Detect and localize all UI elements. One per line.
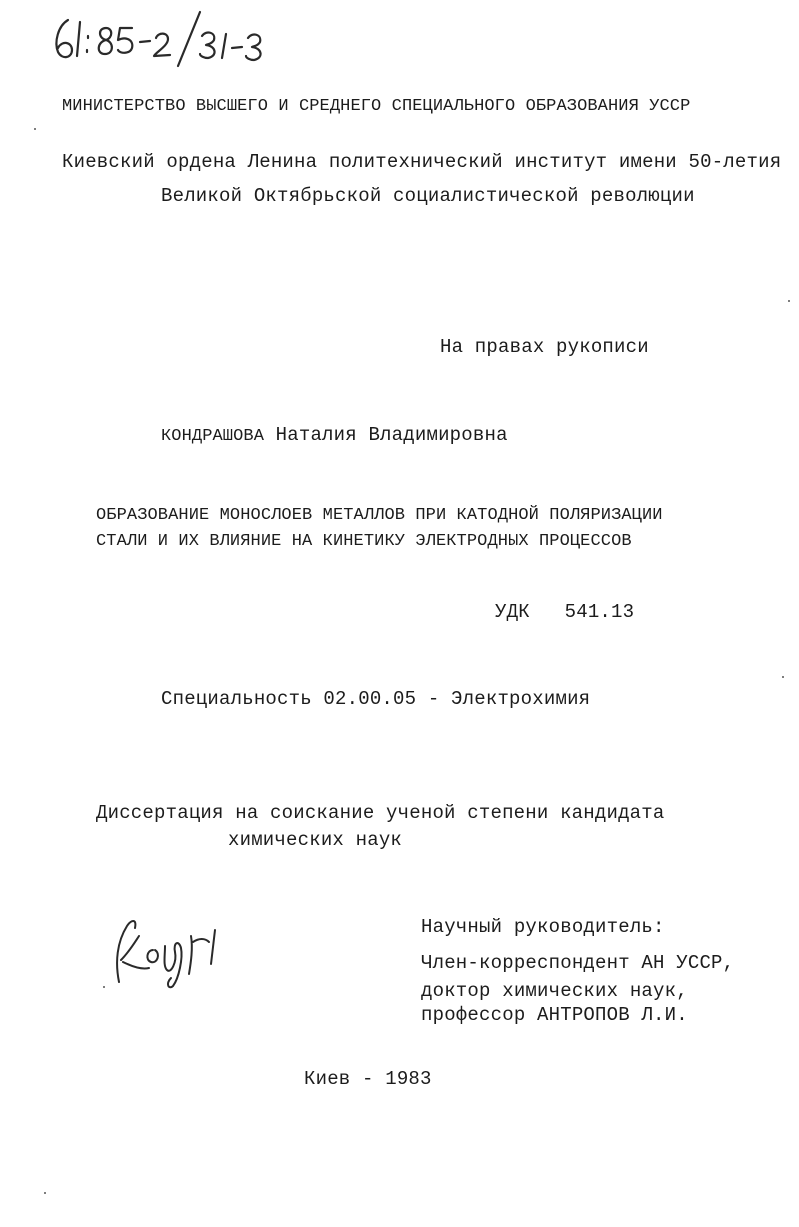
scan-speck [788,300,790,302]
dissertation-title-line-2: СТАЛИ И ИХ ВЛИЯНИЕ НА КИНЕТИКУ ЭЛЕКТРОДНЫХ ПРОЦЕССОВ [96,532,632,551]
udc-label: УДК [495,601,530,623]
degree-statement-line-1: Диссертация на соискание ученой степени кандидата [96,802,665,824]
specialty: Специальность 02.00.05 - Электрохимия [161,688,591,710]
supervisor-title-line-1: Член-корреспондент АН УССР, [421,952,735,974]
scan-speck [44,1192,46,1194]
dissertation-title-line-1: ОБРАЗОВАНИЕ МОНОСЛОЕВ МЕТАЛЛОВ ПРИ КАТОДНОЙ ПОЛЯРИЗАЦИИ [96,506,663,525]
supervisor-title-line-2: доктор химических наук, [421,980,688,1002]
scan-speck [103,986,105,988]
supervisor-name: профессор АНТРОПОВ Л.И. [421,1004,688,1026]
supervisor-heading: Научный руководитель: [421,916,665,938]
author-surname: КОНДРАШОВА [161,427,265,446]
handwritten-signature [105,912,230,992]
city-and-year: Киев - 1983 [304,1068,432,1090]
author-given-names: Наталия Владимировна [275,424,508,446]
udc-value: 541.13 [564,601,635,623]
scan-speck [782,676,784,678]
institute-name-line-1: Киевский ордена Ленина политехнический институт имени 50-летия [62,151,782,173]
scan-speck [34,128,36,130]
handwritten-archive-mark [50,8,280,68]
ministry-name: МИНИСТЕРСТВО ВЫСШЕГО И СРЕДНЕГО СПЕЦИАЛЬНОГО ОБРАЗОВАНИЯ УССР [62,97,691,116]
author-name [161,424,508,448]
manuscript-rights-note: На правах рукописи [440,336,649,358]
institute-name-line-2: Великой Октябрьской социалистической революции [161,185,695,207]
udc-code [495,601,634,623]
degree-statement-line-2: химических наук [228,829,403,851]
